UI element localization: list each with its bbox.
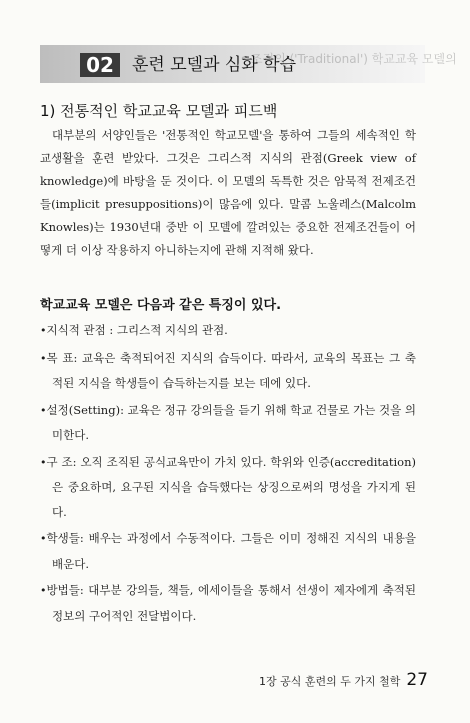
page-footer <box>259 670 428 690</box>
chapter-title: 훈련 모델과 심화 학습 <box>132 55 297 75</box>
list-item <box>40 318 416 344</box>
page-number: 27 <box>406 670 428 690</box>
list-item <box>40 578 416 628</box>
bullet-icon: • <box>40 324 47 337</box>
bullet-icon: • <box>40 532 47 545</box>
list-item-text: 목 표: 교육은 축적되어진 지식의 습득이다. 따라서, 교육의 목표는 그 축적된 지식을 학생들이 습득하는지를 보는 데에 있다. <box>46 350 416 390</box>
list-item-text: 방법들: 대부분 강의들, 책들, 에세이들을 통해서 선생이 제자에게 축적된 정보의 구어적인 전달법이다. <box>46 583 416 623</box>
bullet-icon: • <box>40 403 47 417</box>
chapter-number: 02 <box>86 53 114 77</box>
list-item-text: 구 조: 오직 조직된 공식교육만이 가치 있다. 학위와 인증(accreditation)은 중요하며, 요구된 지식을 습득했다는 상징으로써의 명성을 가지게 된다. <box>46 454 416 519</box>
section-heading: 1) 전통적인 학교교육 모델과 피드백 <box>40 102 278 120</box>
features-heading: 학교교육 모델은 다음과 같은 특징이 있다. <box>40 298 282 313</box>
list-item-text: 설정(Setting): 교육은 정규 강의들을 듣기 위해 학교 건물로 가는 것을 의미한다. <box>46 402 416 442</box>
list-item-text: 학생들: 배우는 과정에서 수동적이다. 그들은 이미 정해진 지식의 내용을 배운다. <box>46 531 416 571</box>
running-footer-title: 1장 공식 훈련의 두 가지 철학 <box>258 675 401 688</box>
list-item <box>40 526 416 576</box>
body-paragraph: 대부분의 서양인들은 '전통적인 학교모델'을 통하여 그들의 세속적인 학교생활을 훈련 받았다. 그것은 그리스적 지식의 관점(Greek view of knowledge)에 바탕을 둔 것이다. 이 모델의 독특한 것은 암묵적 전제조건들(implicit presuppositions)이 많음에 있다. 말콤 노울레스(Malcolm Knowles)는 1930년대 중반 이 모델에 깔려있는 중요한 전제조건들이 어떻게 더 이상 작용하지 아니하는지에 관해 지적해 왔다. <box>40 128 416 257</box>
list-item-text: 지식적 관점 : 그리스적 지식의 관점. <box>46 323 228 337</box>
chapter-number-box <box>80 53 120 77</box>
list-item <box>40 398 416 448</box>
bullet-icon: • <box>40 351 47 365</box>
list-item <box>40 346 416 396</box>
banner-watermark-text: • 조직의 ('Traditional') 학교교육 모델의 <box>240 52 457 66</box>
chapter-banner <box>40 45 457 83</box>
bullet-icon: • <box>40 584 47 597</box>
features-list <box>40 318 416 630</box>
list-item <box>40 450 416 525</box>
bullet-icon: • <box>40 455 47 469</box>
